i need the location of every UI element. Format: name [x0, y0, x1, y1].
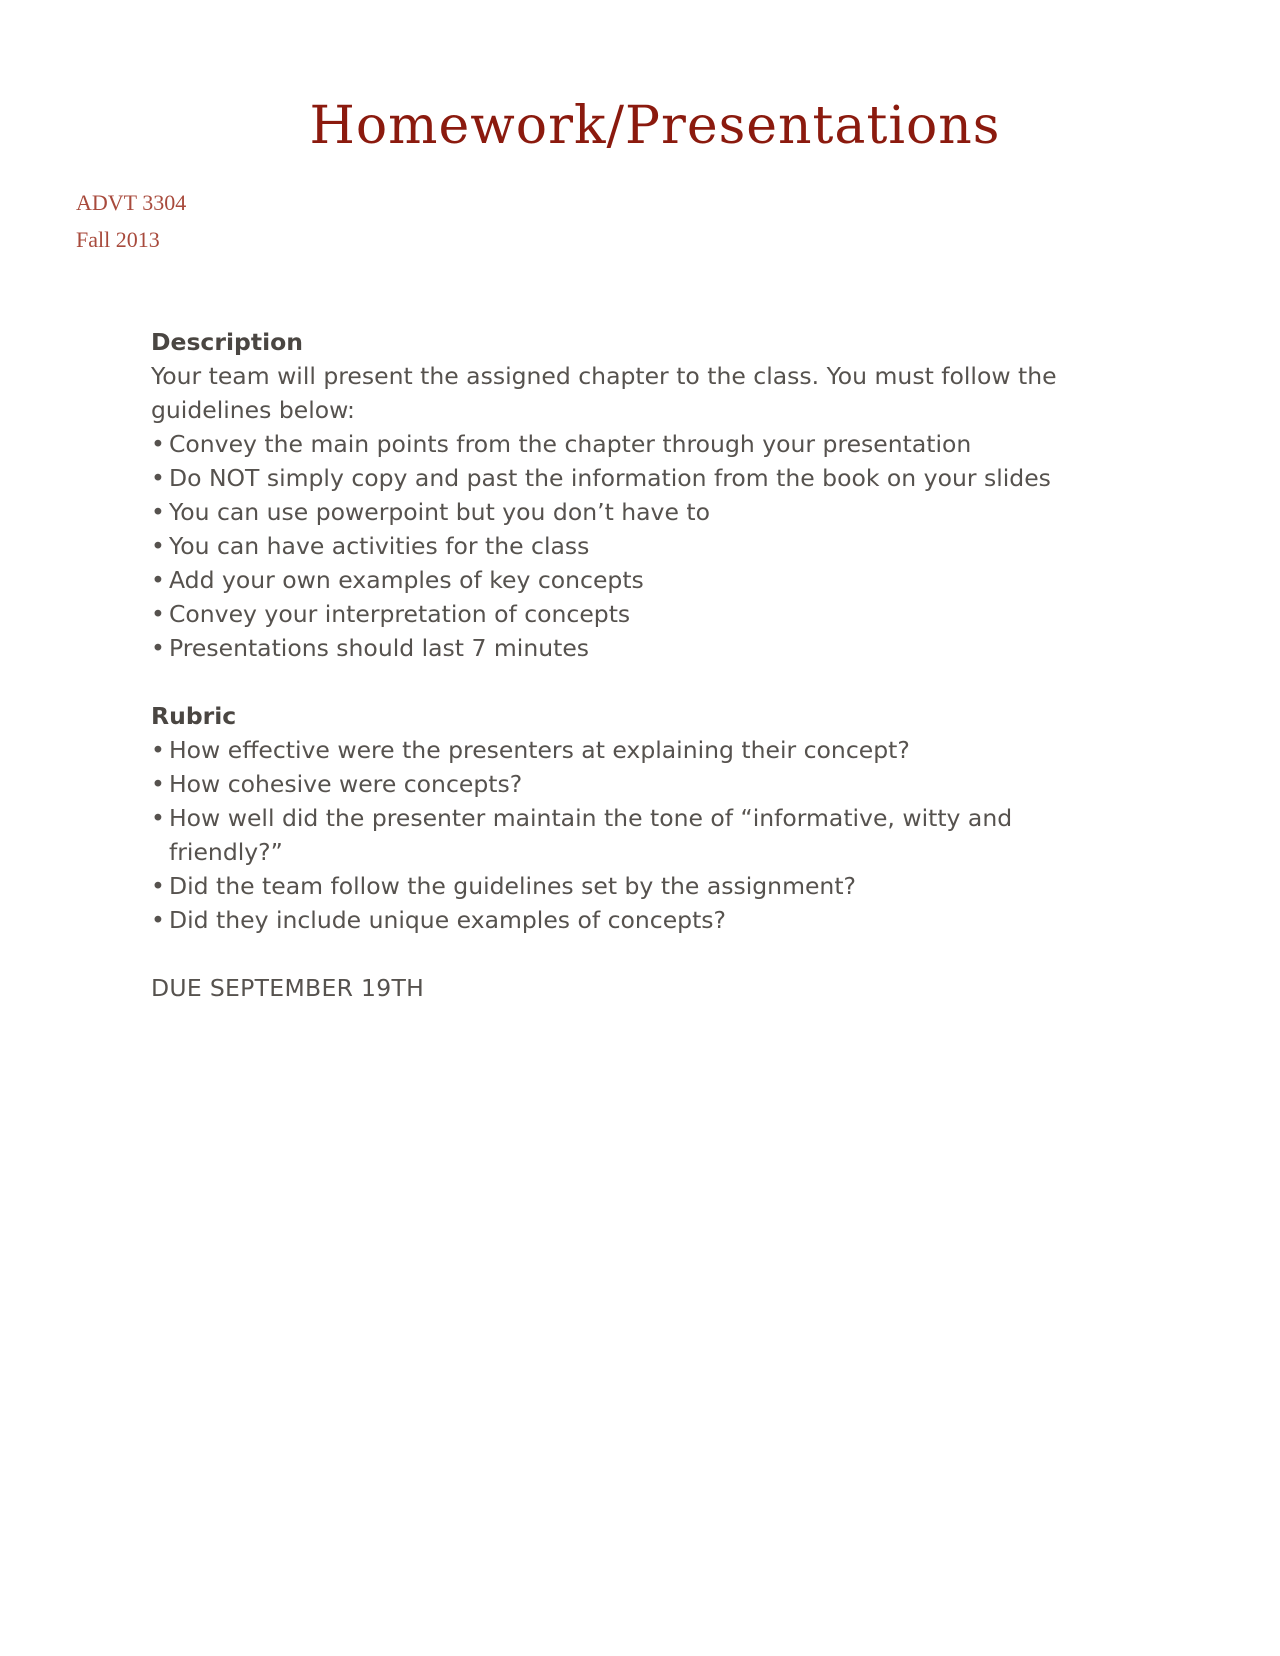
bullet-icon: • [151, 566, 165, 594]
rubric-list [151, 733, 1081, 937]
list-item [151, 767, 1081, 801]
list-item [151, 461, 1081, 495]
bullet-icon: • [151, 430, 165, 458]
guideline-text: You can use powerpoint but you don’t have to [169, 498, 710, 526]
rubric-heading: Rubric [151, 702, 237, 730]
bullet-icon: • [151, 532, 165, 560]
guideline-text: Add your own examples of key concepts [169, 566, 644, 594]
guideline-text: Do NOT simply copy and past the information from the book on your slides [169, 464, 1051, 492]
bullet-icon: • [151, 634, 165, 662]
rubric-text: How cohesive were concepts? [169, 770, 523, 798]
section-spacer [151, 937, 1081, 971]
due-date: DUE SEPTEMBER 19TH [151, 974, 425, 1002]
list-item [151, 563, 1081, 597]
bullet-icon: • [151, 906, 165, 934]
guideline-text: Convey the main points from the chapter through your presentation [169, 430, 972, 458]
section-spacer [151, 665, 1081, 699]
description-intro: Your team will present the assigned chapter to the class. You must follow the guidelines below: [151, 362, 1057, 424]
page-title: Homework/Presentations [309, 96, 1001, 156]
bullet-icon: • [151, 770, 165, 798]
description-heading: Description [151, 328, 303, 356]
bullet-icon: • [151, 736, 165, 764]
list-item [151, 733, 1081, 767]
course-code: ADVT 3304 [76, 190, 187, 215]
list-item [151, 495, 1081, 529]
rubric-text: Did they include unique examples of concepts? [169, 906, 727, 934]
bullet-icon: • [151, 464, 165, 492]
guideline-text: Convey your interpretation of concepts [169, 600, 631, 628]
list-item [151, 801, 1081, 869]
course-term: Fall 2013 [76, 227, 160, 252]
list-item [151, 631, 1081, 665]
bullet-icon: • [151, 804, 165, 832]
guideline-text: You can have activities for the class [169, 532, 590, 560]
list-item [151, 427, 1081, 461]
guidelines-list [151, 427, 1081, 665]
bullet-icon: • [151, 498, 165, 526]
list-item [151, 597, 1081, 631]
list-item [151, 869, 1081, 903]
list-item [151, 529, 1081, 563]
rubric-text: Did the team follow the guidelines set by the assignment? [169, 872, 857, 900]
guideline-text: Presentations should last 7 minutes [169, 634, 590, 662]
bullet-icon: • [151, 872, 165, 900]
rubric-text: How effective were the presenters at explaining their concept? [169, 736, 910, 764]
course-meta [76, 184, 186, 258]
list-item [151, 903, 1081, 937]
rubric-text: How well did the presenter maintain the tone of “informative, witty and friendly?” [169, 804, 1013, 866]
bullet-icon: • [151, 600, 165, 628]
assignment-body [151, 325, 1081, 1005]
